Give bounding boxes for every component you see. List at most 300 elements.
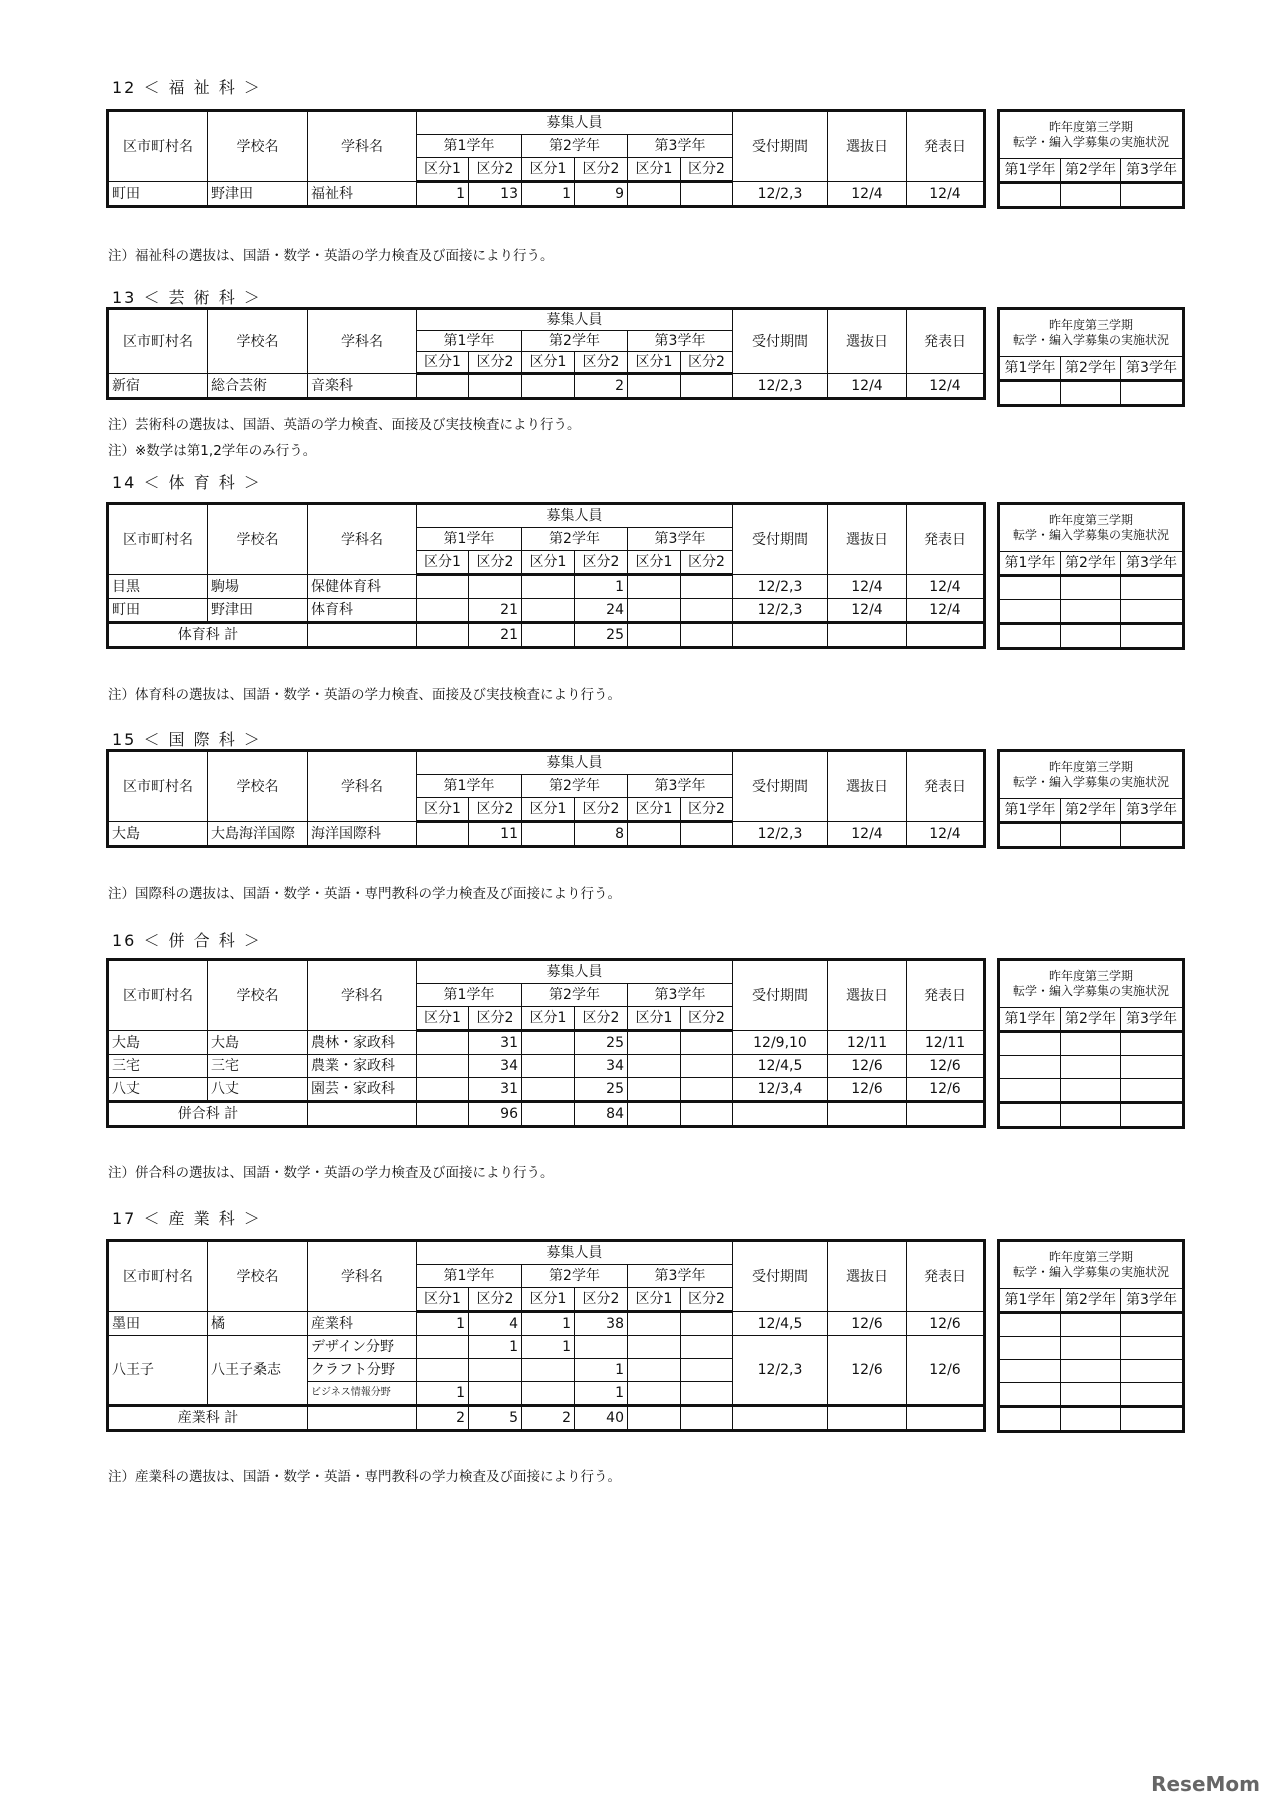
header-period: 受付期間 <box>733 504 828 575</box>
cell-g1-k1 <box>417 623 469 648</box>
header-kubun1: 区分1 <box>417 1288 469 1312</box>
cell-g3-k1 <box>628 599 681 623</box>
header-prev-grade: 第1学年 <box>999 799 1061 823</box>
header-kubun1: 区分1 <box>417 551 469 575</box>
header-previous-year <box>999 1241 1184 1289</box>
cell-prev-grade <box>1121 576 1184 600</box>
cell-period <box>733 623 828 648</box>
cell-g1-k2: 96 <box>469 1102 522 1127</box>
header-select-date: 選抜日 <box>828 111 907 182</box>
header-previous-year <box>999 960 1184 1008</box>
header-dept: 学科名 <box>308 111 417 182</box>
prev-title-line2: 転学・編入学募集の実施状況 <box>1013 528 1170 542</box>
cell-area: 三宅 <box>108 1055 208 1078</box>
cell-g1-k2: 4 <box>469 1312 522 1336</box>
cell-prev-grade <box>1061 1056 1121 1079</box>
note: 注）芸術科の選抜は、国語、英語の学力検査、面接及び実技検査により行う。 <box>108 417 581 433</box>
previous-year-status-table <box>997 749 1185 849</box>
cell-g1-k1: 1 <box>417 182 469 207</box>
cell-select-date: 12/11 <box>828 1031 907 1055</box>
section-heading: 16 ＜ 併 合 科 ＞ <box>112 931 262 950</box>
prev-title-line1: 昨年度第三学期 <box>1049 120 1134 134</box>
table-row <box>999 600 1184 624</box>
cell-prev-grade <box>1121 1103 1184 1128</box>
cell-dept: 農林・家政科 <box>308 1031 417 1055</box>
header-grade: 第3学年 <box>628 135 733 158</box>
header-school: 学校名 <box>208 751 308 822</box>
header-period: 受付期間 <box>733 751 828 822</box>
header-kubun1: 区分1 <box>628 1007 681 1031</box>
cell-school: 大島 <box>208 1031 308 1055</box>
note: 注）福祉科の選抜は、国語・数学・英語の学力検査及び面接により行う。 <box>108 248 554 264</box>
cell-g1-k1: 1 <box>417 1382 469 1406</box>
header-kubun2: 区分2 <box>575 551 628 575</box>
cell-prev-grade <box>999 183 1061 208</box>
cell-g3-k2 <box>681 1359 733 1382</box>
cell-g3-k1 <box>628 374 681 399</box>
table-row <box>999 183 1184 208</box>
cell-select-date: 12/6 <box>828 1055 907 1078</box>
cell-prev-grade <box>999 1032 1061 1056</box>
table-row <box>999 624 1184 649</box>
header-area: 区市町村名 <box>108 1241 208 1312</box>
cell-prev-grade <box>1061 1383 1121 1407</box>
cell-announce-date: 12/4 <box>907 182 985 207</box>
cell-g3-k2 <box>681 1078 733 1102</box>
cell-g3-k2 <box>681 1102 733 1127</box>
header-kubun1: 区分1 <box>628 1288 681 1312</box>
header-grade: 第2学年 <box>522 984 628 1007</box>
cell-g3-k1 <box>628 1406 681 1431</box>
header-announce-date: 発表日 <box>907 751 985 822</box>
header-prev-grade: 第3学年 <box>1121 1289 1184 1313</box>
header-prev-grade: 第1学年 <box>999 552 1061 576</box>
cell-area: 大島 <box>108 822 208 847</box>
cell-g2-k1 <box>522 1382 575 1406</box>
header-recruit: 募集人員 <box>417 751 733 775</box>
header-kubun2: 区分2 <box>469 551 522 575</box>
table-row <box>108 1031 985 1055</box>
header-select-date: 選抜日 <box>828 960 907 1031</box>
recruitment-table <box>106 1239 986 1432</box>
prev-title-line1: 昨年度第三学期 <box>1049 760 1134 774</box>
cell-period: 12/4,5 <box>733 1312 828 1336</box>
header-area: 区市町村名 <box>108 309 208 374</box>
cell-select-date: 12/4 <box>828 575 907 599</box>
cell-prev-grade <box>1121 823 1184 848</box>
cell-g2-k1 <box>522 822 575 847</box>
prev-title-line1: 昨年度第三学期 <box>1049 1250 1134 1264</box>
cell-g2-k2: 25 <box>575 623 628 648</box>
cell-period <box>733 1102 828 1127</box>
cell-g1-k2 <box>469 1359 522 1382</box>
cell-prev-grade <box>1061 1313 1121 1337</box>
header-kubun2: 区分2 <box>469 352 522 374</box>
cell-prev-grade <box>999 1313 1061 1337</box>
header-area: 区市町村名 <box>108 111 208 182</box>
header-grade: 第1学年 <box>417 135 522 158</box>
cell-g3-k1 <box>628 1055 681 1078</box>
cell-g1-k1: 1 <box>417 1312 469 1336</box>
prev-title-line1: 昨年度第三学期 <box>1049 318 1134 332</box>
cell-g2-k1: 1 <box>522 1336 575 1359</box>
cell-prev-grade <box>1061 1103 1121 1128</box>
header-prev-grade: 第2学年 <box>1061 159 1121 183</box>
header-grade: 第1学年 <box>417 1265 522 1288</box>
header-select-date: 選抜日 <box>828 1241 907 1312</box>
cell-g2-k2: 25 <box>575 1031 628 1055</box>
cell-g1-k2: 31 <box>469 1031 522 1055</box>
cell-g3-k1 <box>628 822 681 847</box>
cell-g1-k2: 1 <box>469 1336 522 1359</box>
cell-g3-k1 <box>628 1031 681 1055</box>
table-row <box>999 823 1184 848</box>
cell-prev-grade <box>1061 1079 1121 1103</box>
cell-g1-k2 <box>469 374 522 399</box>
cell-dept: 保健体育科 <box>308 575 417 599</box>
cell-prev-grade <box>1121 1056 1184 1079</box>
header-select-date: 選抜日 <box>828 504 907 575</box>
header-prev-grade: 第3学年 <box>1121 159 1184 183</box>
header-kubun1: 区分1 <box>417 158 469 182</box>
cell-announce-date <box>907 623 985 648</box>
table-row <box>999 1079 1184 1103</box>
header-kubun1: 区分1 <box>628 158 681 182</box>
cell-school: 野津田 <box>208 182 308 207</box>
recruitment-table <box>106 502 986 649</box>
header-school: 学校名 <box>208 111 308 182</box>
header-kubun2: 区分2 <box>575 1007 628 1031</box>
previous-year-status-table <box>997 958 1185 1129</box>
header-previous-year <box>999 309 1184 357</box>
header-recruit: 募集人員 <box>417 111 733 135</box>
cell-prev-grade <box>1121 600 1184 624</box>
header-prev-grade: 第2学年 <box>1061 799 1121 823</box>
cell-g2-k2: 25 <box>575 1078 628 1102</box>
cell-g2-k1 <box>522 575 575 599</box>
header-grade: 第1学年 <box>417 331 522 352</box>
cell-g2-k2: 24 <box>575 599 628 623</box>
cell-prev-grade <box>1061 1032 1121 1056</box>
cell-school: 八丈 <box>208 1078 308 1102</box>
table-row <box>108 1406 985 1431</box>
table-row <box>108 374 985 399</box>
cell-g1-k2 <box>469 1382 522 1406</box>
prev-title-line2: 転学・編入学募集の実施状況 <box>1013 775 1170 789</box>
previous-year-status-table <box>997 1239 1185 1433</box>
cell-g2-k1: 1 <box>522 182 575 207</box>
table-row <box>999 1337 1184 1360</box>
table-row <box>108 1312 985 1336</box>
header-grade: 第3学年 <box>628 528 733 551</box>
header-school: 学校名 <box>208 504 308 575</box>
cell-g2-k1: 1 <box>522 1312 575 1336</box>
cell-dept: 産業科 <box>308 1312 417 1336</box>
header-kubun2: 区分2 <box>681 1007 733 1031</box>
cell-g3-k2 <box>681 374 733 399</box>
cell-prev-grade <box>1121 1079 1184 1103</box>
header-previous-year <box>999 504 1184 552</box>
header-select-date: 選抜日 <box>828 309 907 374</box>
previous-year-status-table <box>997 109 1185 209</box>
cell-select-date <box>828 1102 907 1127</box>
cell-g1-k2: 5 <box>469 1406 522 1431</box>
header-kubun2: 区分2 <box>575 1288 628 1312</box>
section-heading: 15 ＜ 国 際 科 ＞ <box>112 730 262 749</box>
cell-dept: ビジネス情報分野 <box>308 1382 417 1406</box>
cell-area: 八王子 <box>108 1336 208 1406</box>
cell-period: 12/2,3 <box>733 575 828 599</box>
cell-g3-k1 <box>628 1102 681 1127</box>
header-kubun2: 区分2 <box>575 352 628 374</box>
section-heading: 13 ＜ 芸 術 科 ＞ <box>112 288 262 307</box>
header-grade: 第3学年 <box>628 984 733 1007</box>
cell-area: 町田 <box>108 599 208 623</box>
cell-prev-grade <box>1121 381 1184 406</box>
prev-title-line2: 転学・編入学募集の実施状況 <box>1013 1265 1170 1279</box>
table-row <box>999 1103 1184 1128</box>
cell-prev-grade <box>999 1407 1061 1432</box>
cell-announce-date: 12/6 <box>907 1078 985 1102</box>
cell-prev-grade <box>1121 624 1184 649</box>
header-announce-date: 発表日 <box>907 309 985 374</box>
cell-g2-k2: 8 <box>575 822 628 847</box>
cell-g1-k1 <box>417 599 469 623</box>
section-heading: 12 ＜ 福 祉 科 ＞ <box>112 78 262 97</box>
header-area: 区市町村名 <box>108 504 208 575</box>
cell-prev-grade <box>1121 1407 1184 1432</box>
cell-select-date: 12/4 <box>828 182 907 207</box>
cell-prev-grade <box>999 1383 1061 1407</box>
table-row <box>108 623 985 648</box>
header-dept: 学科名 <box>308 309 417 374</box>
cell-select-date: 12/6 <box>828 1312 907 1336</box>
header-dept: 学科名 <box>308 960 417 1031</box>
cell-g1-k2 <box>469 575 522 599</box>
cell-g2-k2: 1 <box>575 575 628 599</box>
cell-g3-k2 <box>681 1312 733 1336</box>
header-kubun1: 区分1 <box>522 1288 575 1312</box>
cell-g1-k2: 21 <box>469 623 522 648</box>
header-grade: 第3学年 <box>628 775 733 798</box>
cell-school: 大島海洋国際 <box>208 822 308 847</box>
cell-g3-k1 <box>628 1078 681 1102</box>
header-grade: 第2学年 <box>522 135 628 158</box>
cell-school: 駒場 <box>208 575 308 599</box>
cell-g1-k2: 13 <box>469 182 522 207</box>
cell-g1-k1 <box>417 1336 469 1359</box>
prev-title-line2: 転学・編入学募集の実施状況 <box>1013 984 1170 998</box>
note: 注）体育科の選抜は、国語・数学・英語の学力検査、面接及び実技検査により行う。 <box>108 687 621 703</box>
recruitment-table <box>106 958 986 1128</box>
header-kubun2: 区分2 <box>469 798 522 822</box>
header-grade: 第2学年 <box>522 528 628 551</box>
header-kubun1: 区分1 <box>417 352 469 374</box>
cell-announce-date: 12/11 <box>907 1031 985 1055</box>
cell-g1-k1: 2 <box>417 1406 469 1431</box>
cell-period: 12/9,10 <box>733 1031 828 1055</box>
previous-year-status-table <box>997 307 1185 407</box>
cell-g3-k2 <box>681 1382 733 1406</box>
table-row <box>999 1383 1184 1407</box>
cell-g2-k2: 40 <box>575 1406 628 1431</box>
cell-select-date: 12/6 <box>828 1078 907 1102</box>
cell-prev-grade <box>1061 183 1121 208</box>
header-announce-date: 発表日 <box>907 1241 985 1312</box>
cell-g3-k2 <box>681 1031 733 1055</box>
header-period: 受付期間 <box>733 111 828 182</box>
cell-area: 産業科 計 <box>108 1406 308 1431</box>
header-grade: 第3学年 <box>628 1265 733 1288</box>
cell-g3-k2 <box>681 599 733 623</box>
cell-dept: クラフト分野 <box>308 1359 417 1382</box>
header-prev-grade: 第3学年 <box>1121 552 1184 576</box>
header-kubun1: 区分1 <box>628 352 681 374</box>
header-dept: 学科名 <box>308 751 417 822</box>
table-row <box>999 1407 1184 1432</box>
cell-g3-k2 <box>681 623 733 648</box>
cell-g2-k1 <box>522 1031 575 1055</box>
cell-g3-k2 <box>681 182 733 207</box>
cell-period: 12/2,3 <box>733 182 828 207</box>
cell-g2-k1 <box>522 599 575 623</box>
cell-dept: デザイン分野 <box>308 1336 417 1359</box>
cell-prev-grade <box>999 1337 1061 1360</box>
header-grade: 第2学年 <box>522 1265 628 1288</box>
header-recruit: 募集人員 <box>417 960 733 984</box>
cell-g2-k2: 1 <box>575 1359 628 1382</box>
cell-dept: 海洋国際科 <box>308 822 417 847</box>
cell-g1-k2: 31 <box>469 1078 522 1102</box>
table-row <box>999 1360 1184 1383</box>
cell-g2-k2: 84 <box>575 1102 628 1127</box>
cell-prev-grade <box>999 1056 1061 1079</box>
cell-g3-k1 <box>628 1312 681 1336</box>
cell-g1-k2: 21 <box>469 599 522 623</box>
cell-g3-k2 <box>681 1406 733 1431</box>
table-row <box>108 1102 985 1127</box>
table-row <box>108 599 985 623</box>
cell-area: 新宿 <box>108 374 208 399</box>
cell-area: 八丈 <box>108 1078 208 1102</box>
recruitment-table <box>106 307 986 400</box>
cell-prev-grade <box>1121 1337 1184 1360</box>
header-area: 区市町村名 <box>108 751 208 822</box>
cell-g2-k1 <box>522 1078 575 1102</box>
table-row <box>999 381 1184 406</box>
cell-school: 八王子桑志 <box>208 1336 308 1406</box>
header-announce-date: 発表日 <box>907 504 985 575</box>
header-period: 受付期間 <box>733 1241 828 1312</box>
header-kubun2: 区分2 <box>575 158 628 182</box>
cell-announce-date <box>907 1102 985 1127</box>
cell-select-date <box>828 623 907 648</box>
cell-g3-k1 <box>628 1359 681 1382</box>
cell-dept: 体育科 <box>308 599 417 623</box>
cell-g3-k2 <box>681 1055 733 1078</box>
cell-g1-k1 <box>417 1102 469 1127</box>
cell-announce-date: 12/4 <box>907 822 985 847</box>
header-announce-date: 発表日 <box>907 111 985 182</box>
cell-g3-k2 <box>681 1336 733 1359</box>
cell-select-date: 12/4 <box>828 599 907 623</box>
table-row <box>108 575 985 599</box>
cell-g1-k1 <box>417 1078 469 1102</box>
cell-select-date: 12/6 <box>828 1336 907 1406</box>
header-prev-grade: 第2学年 <box>1061 552 1121 576</box>
header-school: 学校名 <box>208 1241 308 1312</box>
cell-prev-grade <box>999 576 1061 600</box>
cell-g2-k1 <box>522 1055 575 1078</box>
table-row <box>108 1078 985 1102</box>
table-row <box>108 1336 985 1359</box>
header-period: 受付期間 <box>733 960 828 1031</box>
cell-prev-grade <box>999 1360 1061 1383</box>
cell-prev-grade <box>999 1103 1061 1128</box>
table-row <box>108 822 985 847</box>
cell-g1-k1 <box>417 1031 469 1055</box>
header-prev-grade: 第2学年 <box>1061 1008 1121 1032</box>
header-kubun2: 区分2 <box>575 798 628 822</box>
cell-announce-date: 12/4 <box>907 374 985 399</box>
cell-dept <box>308 623 417 648</box>
cell-g1-k1 <box>417 374 469 399</box>
cell-g3-k1 <box>628 1382 681 1406</box>
cell-announce-date: 12/6 <box>907 1336 985 1406</box>
table-row <box>999 1056 1184 1079</box>
header-grade: 第3学年 <box>628 331 733 352</box>
cell-period: 12/4,5 <box>733 1055 828 1078</box>
header-area: 区市町村名 <box>108 960 208 1031</box>
cell-period: 12/3,4 <box>733 1078 828 1102</box>
cell-area: 目黒 <box>108 575 208 599</box>
header-prev-grade: 第3学年 <box>1121 357 1184 381</box>
header-school: 学校名 <box>208 309 308 374</box>
cell-prev-grade <box>1121 183 1184 208</box>
cell-prev-grade <box>999 1079 1061 1103</box>
header-kubun1: 区分1 <box>417 798 469 822</box>
cell-prev-grade <box>999 600 1061 624</box>
cell-prev-grade <box>999 381 1061 406</box>
cell-prev-grade <box>1061 381 1121 406</box>
recruitment-table <box>106 749 986 848</box>
cell-dept: 農業・家政科 <box>308 1055 417 1078</box>
cell-announce-date: 12/6 <box>907 1312 985 1336</box>
cell-prev-grade <box>1121 1032 1184 1056</box>
header-kubun1: 区分1 <box>522 352 575 374</box>
table-row <box>999 576 1184 600</box>
prev-title-line1: 昨年度第三学期 <box>1049 969 1134 983</box>
header-grade: 第1学年 <box>417 528 522 551</box>
header-prev-grade: 第1学年 <box>999 1289 1061 1313</box>
cell-g3-k1 <box>628 1336 681 1359</box>
cell-dept <box>308 1102 417 1127</box>
header-announce-date: 発表日 <box>907 960 985 1031</box>
cell-school: 橘 <box>208 1312 308 1336</box>
cell-prev-grade <box>1121 1360 1184 1383</box>
header-kubun2: 区分2 <box>681 1288 733 1312</box>
cell-g2-k2: 9 <box>575 182 628 207</box>
header-school: 学校名 <box>208 960 308 1031</box>
cell-g2-k1 <box>522 374 575 399</box>
header-prev-grade: 第1学年 <box>999 357 1061 381</box>
header-prev-grade: 第2学年 <box>1061 1289 1121 1313</box>
header-dept: 学科名 <box>308 1241 417 1312</box>
note: 注）※数学は第1,2学年のみ行う。 <box>108 443 317 459</box>
header-kubun2: 区分2 <box>681 551 733 575</box>
cell-g2-k1 <box>522 1359 575 1382</box>
header-kubun1: 区分1 <box>628 798 681 822</box>
